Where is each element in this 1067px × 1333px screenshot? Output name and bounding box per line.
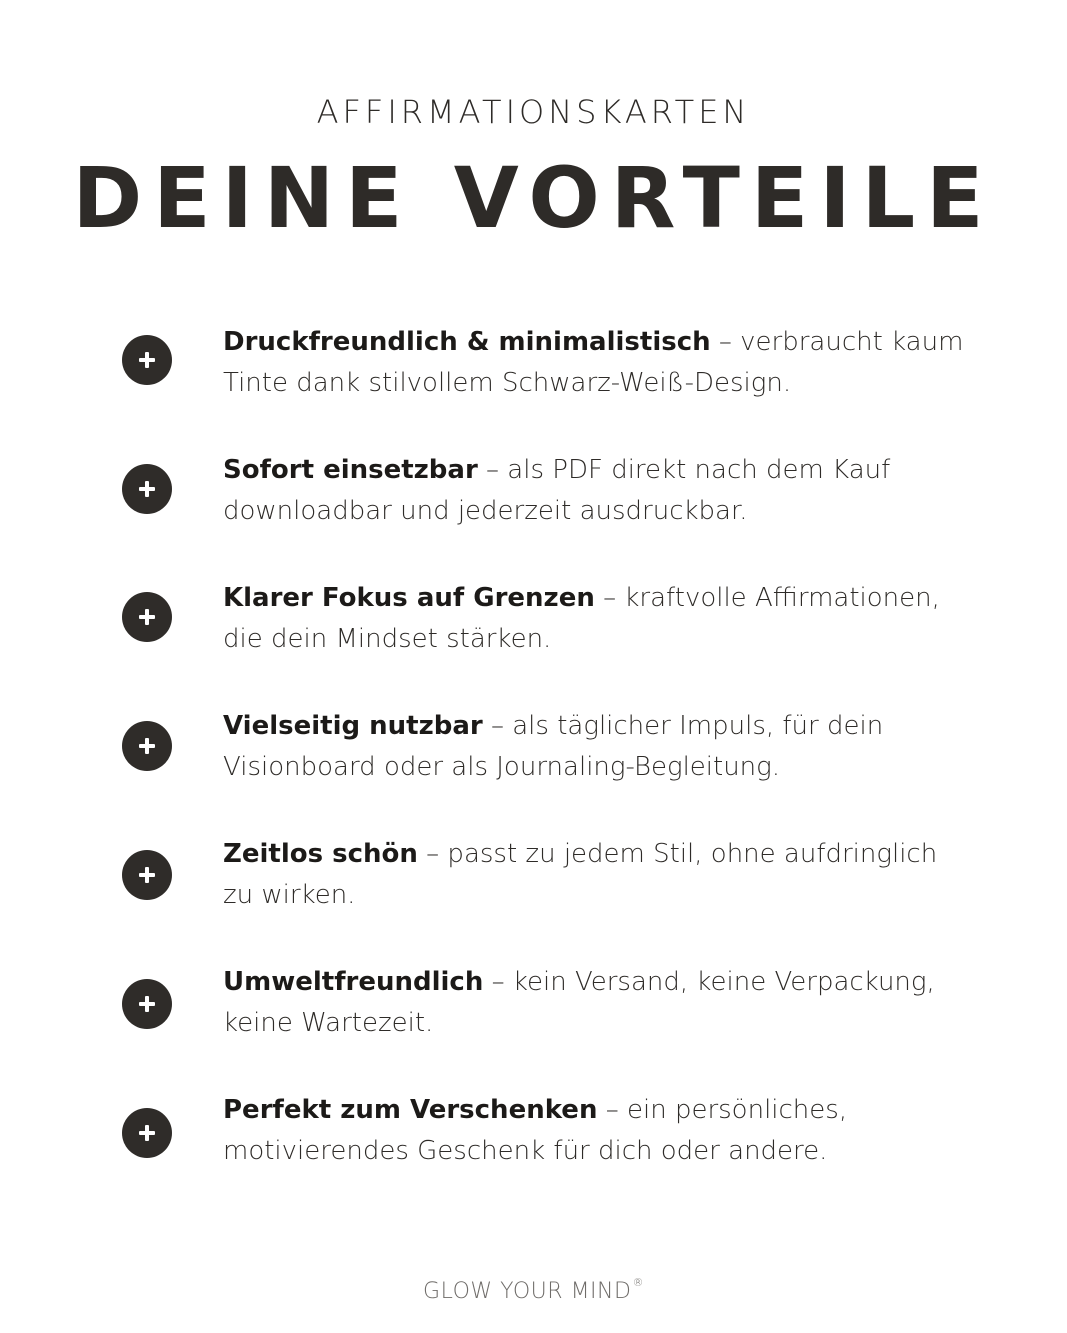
benefit-title: Umweltfreundlich bbox=[223, 967, 484, 997]
benefit-description: – als täglicher Impuls, für dein Visionboard oder als Journaling-Begleitung. bbox=[223, 711, 884, 782]
benefit-item bbox=[122, 1090, 982, 1190]
benefit-description: – als PDF direkt nach dem Kauf downloadbar und jederzeit ausdruckbar. bbox=[223, 455, 891, 526]
benefit-title: Druckfreundlich & minimalistisch bbox=[223, 327, 711, 357]
benefit-item bbox=[122, 834, 982, 934]
brand-footer bbox=[0, 1268, 1067, 1307]
plus-icon bbox=[122, 1108, 172, 1158]
brand-name: GLOW YOUR MIND bbox=[423, 1279, 632, 1304]
benefit-text bbox=[223, 1090, 968, 1172]
benefit-description: – ein persönliches, motivierendes Geschenk für dich oder andere. bbox=[223, 1095, 848, 1166]
benefit-title: Sofort einsetzbar bbox=[223, 455, 478, 485]
registered-mark: ® bbox=[632, 1276, 644, 1289]
benefit-item bbox=[122, 578, 982, 678]
plus-icon bbox=[122, 979, 172, 1029]
benefit-text bbox=[223, 578, 968, 660]
benefit-title: Perfekt zum Verschenken bbox=[223, 1095, 598, 1125]
benefit-item bbox=[122, 706, 982, 806]
plus-icon bbox=[122, 721, 172, 771]
page-title: DEINE VORTEILE bbox=[72, 149, 995, 247]
benefit-text bbox=[223, 834, 968, 916]
benefit-description: – kraftvolle Affirmationen, die dein Mindset stärken. bbox=[223, 583, 940, 654]
benefit-text bbox=[223, 450, 968, 532]
benefit-item bbox=[122, 450, 982, 550]
plus-icon bbox=[122, 592, 172, 642]
benefit-description: – verbraucht kaum Tinte dank stilvollem Schwarz-Weiß-Design. bbox=[223, 327, 964, 398]
benefit-text bbox=[223, 962, 968, 1044]
benefit-description: – passt zu jedem Stil, ohne aufdringlich zu wirken. bbox=[223, 839, 938, 910]
benefit-item bbox=[122, 962, 982, 1062]
plus-icon bbox=[122, 850, 172, 900]
plus-icon bbox=[122, 335, 172, 385]
benefit-title: Vielseitig nutzbar bbox=[223, 711, 483, 741]
benefit-description: – kein Versand, keine Verpackung, keine Wartezeit. bbox=[223, 967, 935, 1038]
benefit-text bbox=[223, 706, 968, 788]
plus-icon bbox=[122, 464, 172, 514]
benefit-title: Zeitlos schön bbox=[223, 839, 418, 869]
benefit-text bbox=[223, 322, 968, 404]
benefit-title: Klarer Fokus auf Grenzen bbox=[223, 583, 595, 613]
page-subtitle: AFFIRMATIONSKARTEN bbox=[316, 93, 751, 131]
benefit-item bbox=[122, 322, 982, 422]
